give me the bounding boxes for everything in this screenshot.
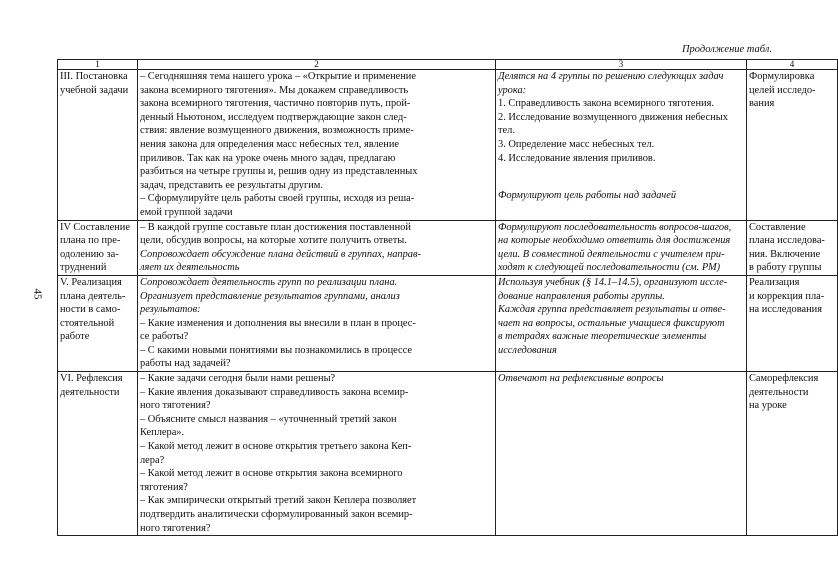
cell-line: плана исследова-	[749, 235, 825, 247]
cell-line: дование направления работы группы.	[498, 290, 665, 302]
cell-line: ния. Включение	[749, 248, 821, 260]
cell-line: – Какие задачи сегодня были нами решены?	[140, 373, 336, 385]
cell-line: задач, представить ее результаты другим.	[140, 179, 323, 191]
cell-line: плана по пре-	[60, 235, 121, 247]
cell-line: на которые необходимо ответить для достижения	[498, 235, 731, 247]
cell-line: на исследования	[749, 304, 822, 316]
header-cell: 4	[747, 60, 838, 70]
cell-line: III. Постановка	[60, 71, 128, 82]
cell-gap	[498, 165, 744, 177]
cell-line: труднений	[60, 262, 107, 274]
table-row	[58, 372, 838, 536]
cell-line: – С какими новыми понятиями вы познакомились в процессе	[140, 344, 412, 356]
stage-cell	[58, 372, 138, 536]
student-activity-cell	[496, 70, 747, 221]
cell-line: Используя учебник (§ 14.1–14.5), организуют иссле-	[498, 276, 728, 288]
cell-gap	[498, 177, 744, 189]
header-row	[58, 60, 838, 70]
cell-line: – Сформулируйте цель работы своей группы, исходя из реша-	[140, 193, 415, 205]
cell-line: урока:	[498, 84, 527, 96]
result-cell	[747, 372, 838, 536]
cell-line: Кеплера».	[140, 427, 185, 439]
cell-line: стоятельной	[60, 317, 115, 329]
cell-line: IV Составление	[60, 221, 130, 233]
cell-line: 3. Определение масс небесных тел.	[498, 138, 655, 150]
cell-line: емой группой задачи	[140, 206, 233, 218]
cell-line: разбиться на четыре группы и, решив одну из представленных	[140, 166, 418, 178]
cell-line: – Сегодняшняя тема нашего урока – «Открытие и применение	[140, 71, 416, 82]
cell-line: Составление	[749, 221, 806, 233]
cell-line: – В каждой группе составьте план достижения поставленной	[140, 221, 411, 233]
page-number: 45	[31, 288, 44, 300]
result-cell	[747, 275, 838, 371]
cell-line: – Как эмпирически открытый третий закон Кеплера позволяет	[140, 495, 417, 507]
cell-line: ного тяготения?	[140, 400, 211, 412]
cell-line: ствия: явление возмущенного движения, возможность приме-	[140, 125, 414, 137]
cell-line: закона всемирного тяготения». Мы докажем справедливость	[140, 84, 409, 96]
cell-line: цели. В совместной деятельности с учителем при-	[498, 248, 725, 260]
teacher-activity-cell	[138, 70, 496, 221]
teacher-activity-cell	[138, 220, 496, 275]
cell-line: ного тяготения?	[140, 522, 211, 534]
cell-line: – Какой метод лежит в основе открытия закона всемирного	[140, 468, 403, 480]
cell-line: тяготения?	[140, 481, 188, 493]
cell-line: цели, обсудив вопросы, на которые хотите получить ответы.	[140, 235, 407, 247]
cell-line: плана деятель-	[60, 290, 126, 302]
cell-line: тел.	[498, 125, 515, 137]
cell-line: лера?	[140, 454, 165, 466]
cell-line: чает на вопросы, остальные учащиеся фиксируют	[498, 317, 725, 329]
table-row	[58, 220, 838, 275]
cell-line: VI. Рефлексия	[60, 373, 123, 385]
cell-line: Отвечают на рефлексивные вопросы	[498, 373, 664, 385]
lesson-plan-table	[57, 59, 838, 536]
cell-line: ляет их деятельность	[140, 262, 240, 274]
cell-line: денный Ньютоном, исследуем подтверждающие закон след-	[140, 111, 407, 123]
cell-line: одолению за-	[60, 248, 119, 260]
cell-line: Формулируют последовательность вопросов-шагов,	[498, 221, 732, 233]
cell-line: Каждая группа представляет результаты и отве-	[498, 304, 726, 316]
student-activity-cell	[496, 372, 747, 536]
cell-line: Делятся на 4 группы по решению следующих задач	[498, 71, 724, 82]
table-row	[58, 275, 838, 371]
cell-line: вания	[749, 98, 775, 110]
cell-line: – Какой метод лежит в основе открытия третьего закона Кеп-	[140, 441, 412, 453]
cell-line: Сопровождает обсуждение плана действий в группах, направ-	[140, 248, 421, 260]
cell-line: работы над задачей?	[140, 358, 231, 370]
cell-line: закона всемирного тяготения, частично повторив путь, прой-	[140, 98, 411, 110]
cell-line: 2. Исследование возмущенного движения небесных	[498, 111, 728, 123]
table-caption: Продолжение табл.	[681, 44, 772, 55]
result-cell	[747, 70, 838, 221]
cell-line: 4. Исследование явления приливов.	[498, 152, 656, 164]
cell-line: се работы?	[140, 331, 189, 343]
cell-line: V. Реализация	[60, 276, 122, 288]
cell-line: Реализация	[749, 276, 800, 288]
stage-cell	[58, 70, 138, 221]
cell-line: учебной задачи	[60, 84, 129, 96]
student-activity-cell	[496, 220, 747, 275]
cell-line: результатов:	[140, 304, 201, 316]
cell-line: и коррекция пла-	[749, 290, 825, 302]
stage-cell	[58, 220, 138, 275]
result-cell	[747, 220, 838, 275]
header-cell: 2	[138, 60, 496, 70]
cell-line: в работу группы	[749, 262, 822, 274]
header-cell: 1	[58, 60, 138, 70]
cell-line: деятельности	[60, 386, 120, 398]
cell-line: Саморефлексия	[749, 373, 819, 385]
cell-line: подтвердить аналитически сформулированный закон всемир-	[140, 509, 413, 520]
cell-line: Формулируют цель работы над задачей	[498, 190, 677, 202]
cell-line: на уроке	[749, 400, 787, 412]
cell-line: – Какие явления доказывают справедливость закона всемир-	[140, 386, 409, 398]
student-activity-cell	[496, 275, 747, 371]
cell-line: нения закона для определения масс небесных тел, явление	[140, 138, 400, 150]
cell-line: приливов. Так как на уроке очень много задач, предлагаю	[140, 152, 396, 164]
cell-line: – Объясните смысл названия – «уточненный третий закон	[140, 413, 397, 425]
cell-line: Формулировка	[749, 71, 815, 82]
teacher-activity-cell	[138, 372, 496, 536]
cell-line: 1. Справедливость закона всемирного тяготения.	[498, 98, 714, 110]
cell-line: – Какие изменения и дополнения вы внесили в план в процес-	[140, 317, 416, 329]
teacher-activity-cell	[138, 275, 496, 371]
cell-line: исследования	[498, 344, 557, 356]
header-cell: 3	[496, 60, 747, 70]
stage-cell	[58, 275, 138, 371]
cell-line: Сопровождает деятельность групп по реализации плана.	[140, 276, 398, 288]
cell-line: ности в само-	[60, 304, 121, 316]
cell-line: Организует представление результатов группами, анализ	[140, 290, 400, 302]
table-row	[58, 70, 838, 221]
cell-line: целей исследо-	[749, 84, 816, 96]
cell-line: ходят к следующей последовательности (см. РМ)	[498, 262, 721, 274]
cell-line: в тетрадях важные теоретические элементы	[498, 331, 707, 343]
cell-line: деятельности	[749, 386, 809, 398]
cell-line: работе	[60, 331, 90, 343]
